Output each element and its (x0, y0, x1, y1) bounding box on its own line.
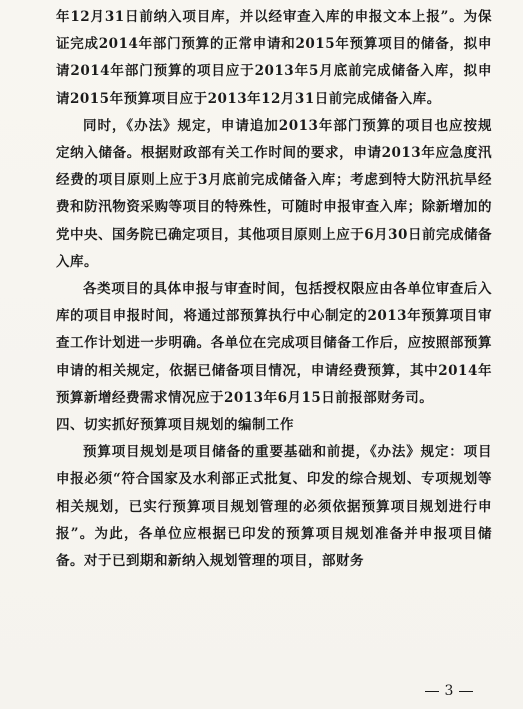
page-number-dash-right (459, 691, 473, 692)
section-heading: 四、切实抓好预算项目规划的编制工作 (56, 417, 294, 434)
page-number-value: 3 (444, 683, 454, 699)
paragraph-3: 各类项目的具体申报与审查时间，包括授权限应由各单位审查后入库的项目申报时间，将通过部预算执行中心制定的2013年预算项目审查工作计划进一步明确。各单位在完成项目储备工作后，应按照部预算申请的相关规定，依据已储备项目情况，申请经费预算，其中2014年预算新增经费需求情况应于2013年6月15日前报部财务司。 (56, 281, 492, 406)
page-number-dash-left (425, 691, 439, 692)
paragraph-2: 同时，《办法》规定，申请追加2013年部门预算的项目也应按规定纳入储备。根据财政部有关工作时间的要求，申请2013年应急度汛经费的项目原则上应于3月底前完成储备入库；考虑到特大防汛抗旱经费和防汛物资采购等项目的特殊性，可随时申报审查入库；除新增加的党中央、国务院已确定项目，其他项目原则上应于6月30日前完成储备入库。 (56, 117, 492, 270)
document-body (56, 4, 492, 575)
paragraph-1: 年12月31日前纳入项目库，并以经审查入库的申报文本上报”。为保证完成2014年部门预算的正常申请和2015年预算项目的储备，拟申请2014年部门预算的项目应于2013年5月底前完成储备入库，拟申请2015年预算项目应于2013年12月31日前完成储备入库。 (56, 9, 492, 107)
page-number (414, 683, 484, 699)
paragraph-4: 预算项目规划是项目储备的重要基础和前提，《办法》规定：项目申报必须“符合国家及水利部正式批复、印发的综合规划、专项规划等相关规划，已实行预算项目规划管理的必须依据预算项目规划进行申报”。为此，各单位应根据已印发的预算项目规划准备并申报项目储备。对于已到期和新纳入规划管理的项目，部财务 (56, 444, 492, 570)
